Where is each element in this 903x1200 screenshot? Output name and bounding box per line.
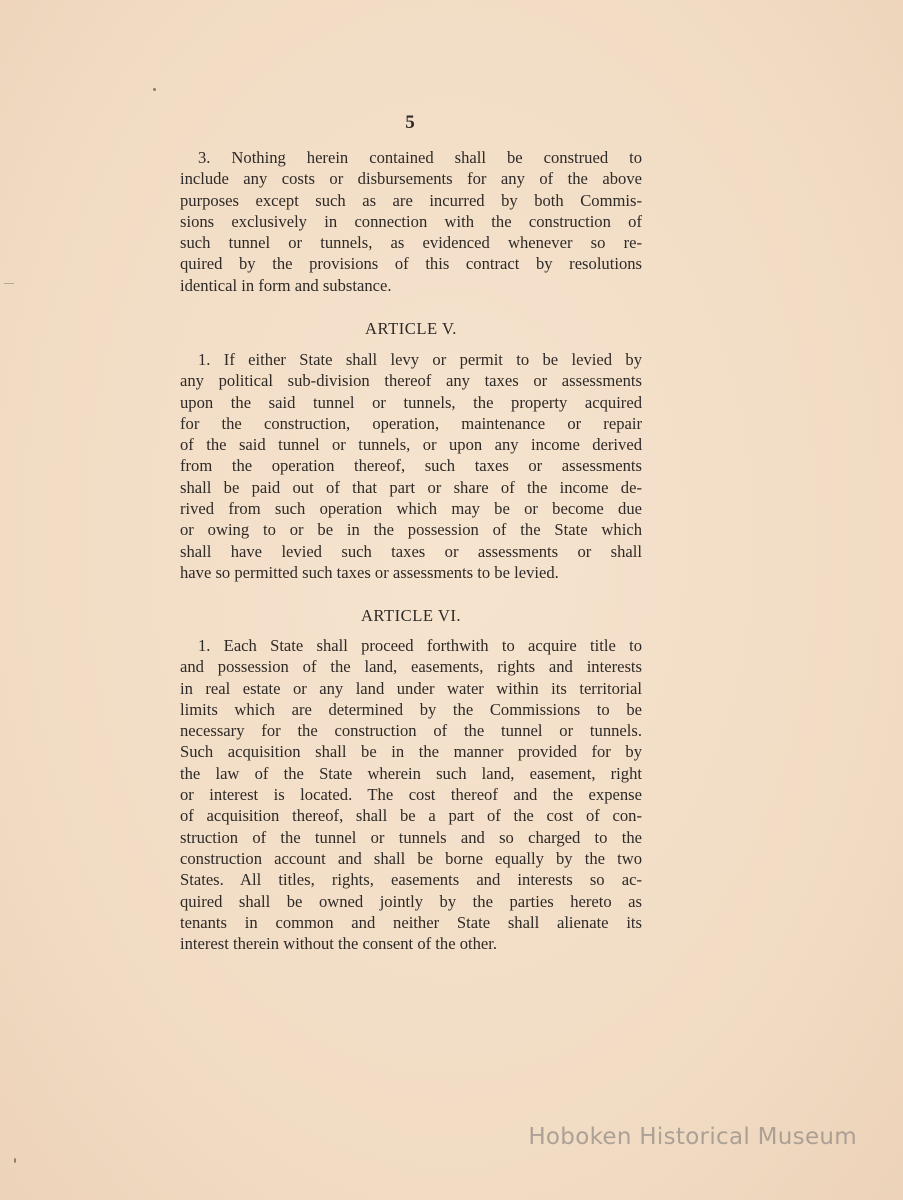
page-number: 5 [405,112,415,133]
text-line: quired shall be owned jointly by the parties hereto as [180,891,642,911]
museum-watermark: Hoboken Historical Museum [528,1124,857,1150]
text-line: and possession of the land, easements, rights and interests [180,657,642,677]
text-line: identical in form and substance. [180,275,392,295]
text-line: sions exclusively in connection with the construction of [180,211,642,231]
text-line: 1. If either State shall levy or permit to be levied by [198,350,642,369]
paper-edge-mark [4,283,14,284]
text-line: quired by the provisions of this contract by resolutions [180,254,642,274]
text-line: shall have levied such taxes or assessments or shall [180,541,642,561]
paper-speck [153,88,156,91]
text-line: such tunnel or tunnels, as evidenced whenever so re- [180,233,642,253]
text-line: from the operation thereof, such taxes or assessments [180,456,642,476]
text-line: have so permitted such taxes or assessments to be levied. [180,562,559,582]
text-line: upon the said tunnel or tunnels, the property acquired [180,392,642,412]
paragraph-article-5-section-1 [180,349,642,583]
text-line: include any costs or disbursements for any of the above [180,169,642,189]
text-line: construction account and shall be borne equally by the two [180,848,642,868]
text-line: States. All titles, rights, easements and interests so ac- [180,870,642,890]
paper-speck [14,1158,16,1163]
article-heading: ARTICLE V. [365,319,457,338]
text-line: 1. Each State shall proceed forthwith to acquire title to [198,636,642,655]
text-line: tenants in common and neither State shall alienate its [180,912,642,932]
text-line: shall be paid out of that part or share of the income de- [180,477,642,497]
text-line: of acquisition thereof, shall be a part of the cost of con- [180,806,642,826]
text-line: in real estate or any land under water within its territorial [180,678,642,698]
text-line: or owing to or be in the possession of the State which [180,520,642,540]
article-heading: ARTICLE VI. [360,606,462,625]
text-line: of the said tunnel or tunnels, or upon any income derived [180,435,642,455]
text-line: interest therein without the consent of the other. [180,934,498,954]
text-line: Such acquisition shall be in the manner provided for by [180,742,642,762]
text-line: or interest is located. The cost thereof and the expense [180,785,642,805]
text-line: necessary for the construction of the tunnel or tunnels. [180,721,642,741]
text-line: the law of the State wherein such land, easement, right [180,763,642,783]
paragraph-article-6-section-1 [180,635,642,954]
paragraph-section-3 [180,147,642,296]
text-line: struction of the tunnel or tunnels and so charged to the [180,827,642,847]
text-line: limits which are determined by the Commissions to be [180,699,642,719]
text-line: 3. Nothing herein contained shall be construed to [198,148,642,167]
text-line: for the construction, operation, maintenance or repair [180,413,642,433]
text-line: purposes except such as are incurred by both Commis- [180,190,642,210]
text-line: any political sub-division thereof any taxes or assessments [180,371,642,391]
text-line: rived from such operation which may be or become due [180,499,642,519]
